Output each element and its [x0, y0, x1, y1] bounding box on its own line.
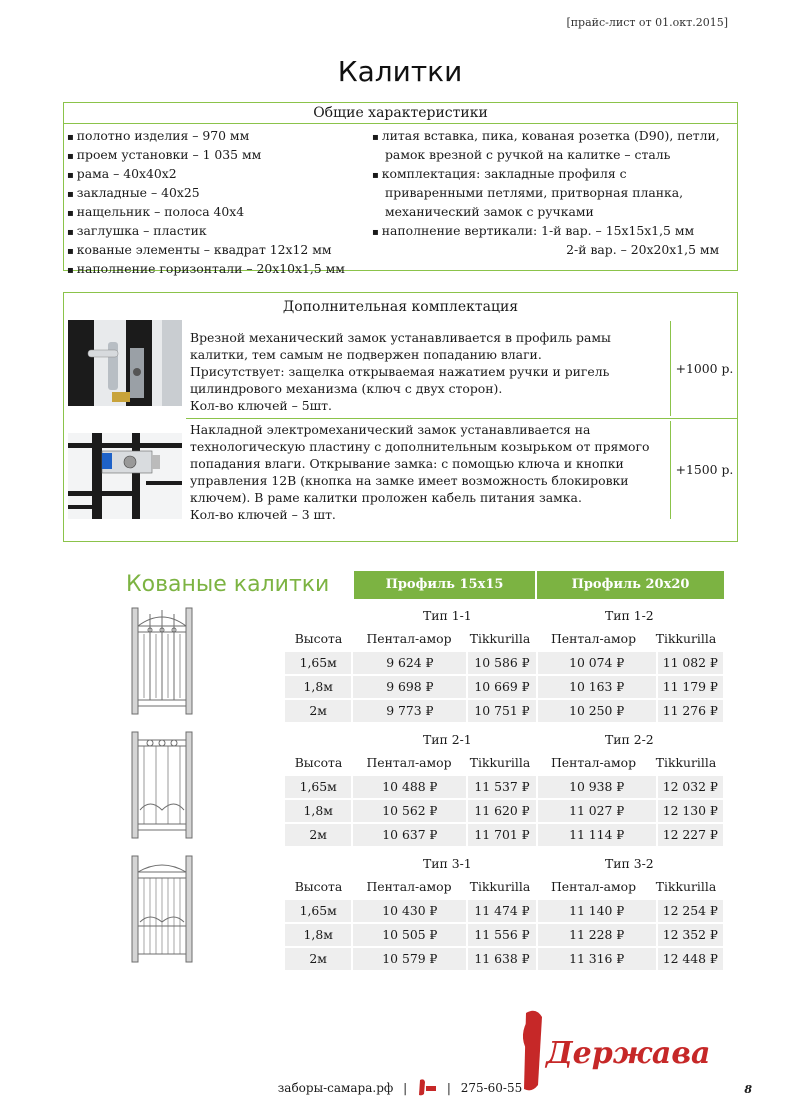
- column-header: Высота: [294, 755, 343, 770]
- gate-type-1-image-icon: [130, 604, 194, 720]
- extra-equipment-box: [63, 292, 738, 542]
- list-item: рамок врезной с ручкой на калитке – сталь: [385, 147, 671, 162]
- brand-logo-text: Держава: [546, 1036, 711, 1071]
- general-characteristics-title: Общие характеристики: [313, 105, 488, 121]
- column-header: Пентал-амор: [550, 755, 637, 770]
- gate-type-2-image-icon: [130, 728, 194, 844]
- gate-price-table-2: [285, 728, 725, 848]
- footer-site[interactable]: заборы-самара.рф: [277, 1081, 394, 1095]
- list-item: ▪ полотно изделия – 970 мм: [67, 127, 345, 146]
- table-row: 2м 10 637 ₽ 11 701 ₽ 11 114 ₽ 12 227 ₽: [285, 824, 725, 848]
- electric-lock-description: Накладной электромеханический замок устанавливается на технологическую пластину с дополнительным козырьком от прямого попадания влаги. Открывание замка: с помощью ключа и кнопки управления 12В (кнопка на замке имеет возможность блокировки ключем). В раме калитки проложен кабель питания замка. Кол-во ключей – 3 шт.: [190, 422, 650, 522]
- mortise-lock-photo-icon: [68, 320, 182, 406]
- list-item: ▪ рама – 40х40х2: [67, 165, 345, 184]
- price-list-date: [прайс-лист от 01.окт.2015]: [566, 16, 728, 29]
- list-item: ▪ заглушка – пластик: [67, 222, 345, 241]
- table-row: 1,65м 9 624 ₽ 10 586 ₽ 10 074 ₽ 11 082 ₽: [285, 652, 725, 676]
- footer-logo-icon: [417, 1078, 437, 1099]
- gate-type-3-image-icon: [130, 852, 194, 968]
- characteristics-left-list: [67, 127, 345, 279]
- type-label: Тип 3-1: [423, 856, 472, 871]
- extra-option-electromechanical-lock: [64, 421, 737, 533]
- column-header: Tikkurilla: [655, 879, 717, 894]
- list-item: ▪ наполнение горизонтали – 20х10х1,5 мм: [67, 260, 345, 279]
- list-item: ▪ литая вставка, пика, кованая розетка (D90), петли,: [372, 127, 720, 146]
- list-item: ▪ проем установки – 1 035 мм: [67, 146, 345, 165]
- profile-20-header: Профиль 20х20: [537, 571, 724, 599]
- type-label: Тип 1-1: [423, 608, 472, 623]
- profile-15-header: Профиль 15х15: [354, 571, 535, 599]
- mortise-lock-price: +1000 р.: [670, 321, 738, 416]
- characteristics-right-list: [372, 127, 720, 260]
- mortise-lock-description: Врезной механический замок устанавливается в профиль рамы калитки, тем самым не подвержен попаданию влаги. Присутствует: защелка открываемая нажатием ручки и ригель цилиндрового механизма (ключ с двух сторон). Кол-во ключей – 5шт.: [190, 330, 611, 413]
- table-row: 1,65м 10 430 ₽ 11 474 ₽ 11 140 ₽ 12 254 ₽: [285, 900, 725, 924]
- column-header: Высота: [294, 631, 343, 646]
- footer: заборы-самара.рф | | 275-60-55: [0, 1078, 800, 1099]
- column-header: Высота: [294, 879, 343, 894]
- list-item: ▪ наполнение вертикали: 1-й вар. – 15х15х1,5 мм: [372, 222, 720, 241]
- list-item: ▪ нащельник – полоса 40х4: [67, 203, 345, 222]
- column-header: Пентал-амор: [366, 631, 452, 646]
- forged-gates-title: Кованые калитки: [126, 572, 330, 597]
- table-row: 1,65м 10 488 ₽ 11 537 ₽ 10 938 ₽ 12 032 ₽: [285, 776, 725, 800]
- list-item: ▪ комплектация: закладные профиля с: [372, 165, 720, 184]
- column-header: Tikkurilla: [655, 631, 717, 646]
- type-label: Тип 1-2: [605, 608, 654, 623]
- column-header: Пентал-амор: [550, 879, 637, 894]
- gate-price-table-1: [285, 604, 725, 724]
- type-label: Тип 2-2: [605, 732, 654, 747]
- electric-lock-price: +1500 р.: [670, 421, 738, 519]
- column-header: Tikkurilla: [469, 631, 531, 646]
- table-row: 1,8м 10 562 ₽ 11 620 ₽ 11 027 ₽ 12 130 ₽: [285, 800, 725, 824]
- table-row: 1,8м 9 698 ₽ 10 669 ₽ 10 163 ₽ 11 179 ₽: [285, 676, 725, 700]
- electric-lock-photo-icon: [68, 433, 182, 519]
- table-row: 2м 9 773 ₽ 10 751 ₽ 10 250 ₽ 11 276 ₽: [285, 700, 725, 724]
- list-item: приваренными петлями, притворная планка,: [385, 185, 684, 200]
- list-item: ▪ закладные – 40х25: [67, 184, 345, 203]
- footer-phone[interactable]: 275-60-55: [460, 1081, 523, 1095]
- column-header: Tikkurilla: [655, 755, 717, 770]
- type-label: Тип 2-1: [423, 732, 472, 747]
- list-item: 2-й вар. – 20х20х1,5 мм: [385, 242, 720, 257]
- column-header: Пентал-амор: [366, 755, 452, 770]
- page-number: 8: [744, 1083, 752, 1096]
- column-header: Tikkurilla: [469, 879, 531, 894]
- general-characteristics-box: [63, 102, 738, 276]
- page-title: Калитки: [337, 55, 463, 88]
- gate-price-table-3: [285, 852, 725, 972]
- column-header: Пентал-амор: [550, 631, 637, 646]
- column-header: Tikkurilla: [469, 755, 531, 770]
- list-item: механический замок с ручками: [385, 204, 594, 219]
- extra-option-mortise-lock: [64, 321, 737, 421]
- extra-equipment-title: Дополнительная комплектация: [282, 299, 519, 315]
- column-header: Пентал-амор: [366, 879, 452, 894]
- table-row: 2м 10 579 ₽ 11 638 ₽ 11 316 ₽ 12 448 ₽: [285, 948, 725, 972]
- type-label: Тип 3-2: [605, 856, 654, 871]
- list-item: ▪ кованые элементы – квадрат 12х12 мм: [67, 241, 345, 260]
- table-row: 1,8м 10 505 ₽ 11 556 ₽ 11 228 ₽ 12 352 ₽: [285, 924, 725, 948]
